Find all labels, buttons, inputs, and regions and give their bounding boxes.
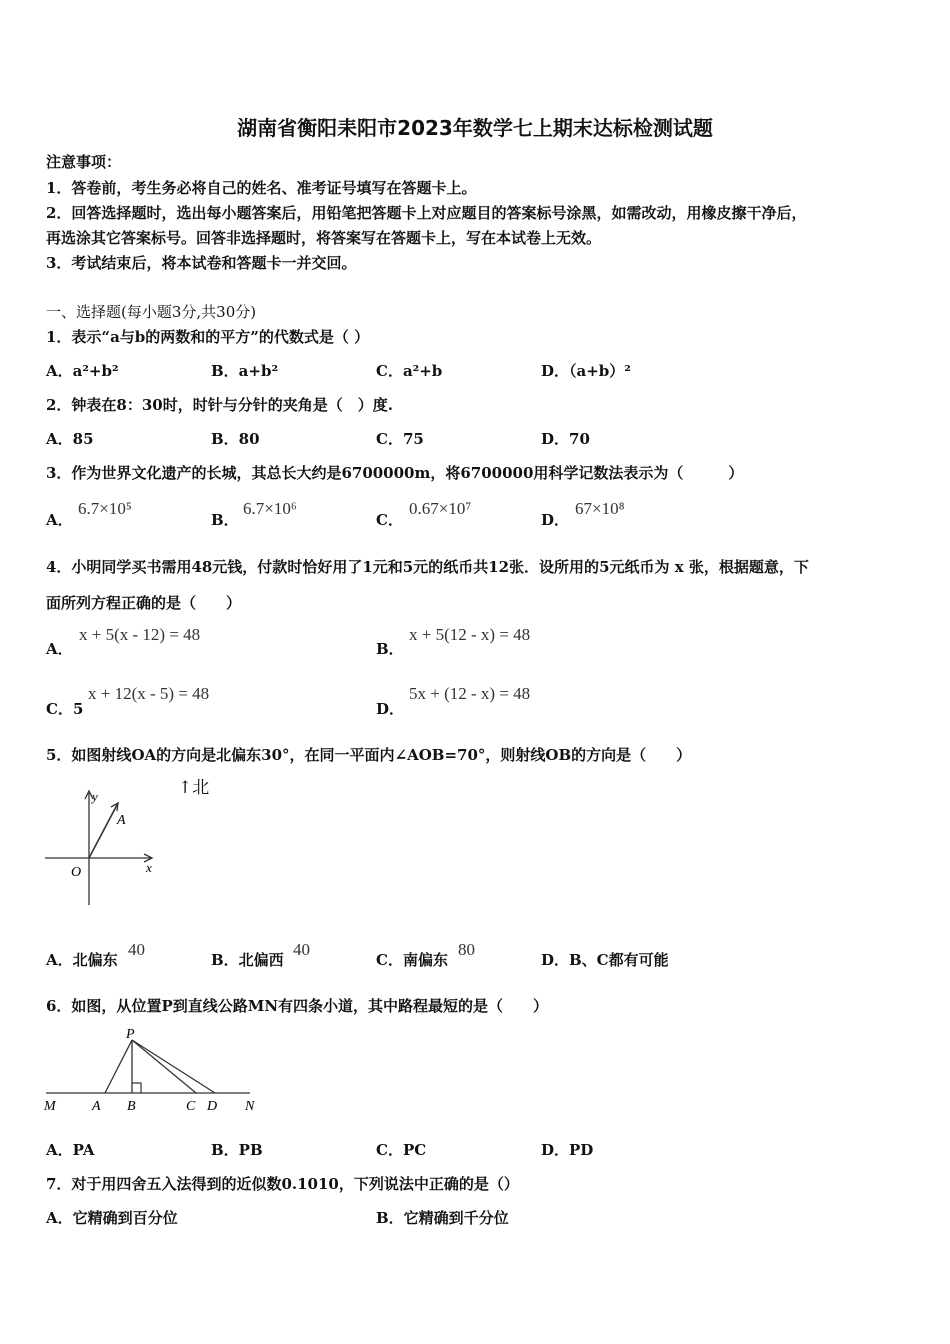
q3-option-a: A． — [46, 511, 73, 529]
q4-option-b: B． — [376, 640, 404, 658]
point-c-label: C — [186, 1099, 196, 1114]
right-angle-mark — [132, 1083, 141, 1093]
notes-line: 再选涂其它答案标号。回答非选择题时，将答案写在答题卡上，写在本试卷上无效。 — [46, 229, 602, 247]
q6-option-d: D．PD — [541, 1141, 594, 1159]
question-1-stem: 1．表示“a与b的两数和的平方”的代数式是（ ） — [46, 328, 370, 346]
notes-line: 3．考试结束后，将本试卷和答题卡一并交回。 — [46, 254, 357, 272]
notes-line: 1．答卷前，考生务必将自己的姓名、准考证号填写在答题卡上。 — [46, 179, 477, 197]
q5-value-b: 40 — [293, 940, 310, 959]
q5-option-b: B．北偏西 — [211, 951, 284, 969]
q4-option-a: A． — [46, 640, 73, 658]
q2-option-a: A．85 — [46, 430, 94, 448]
q7-option-b: B．它精确到千分位 — [376, 1209, 509, 1227]
path-pd — [132, 1040, 215, 1093]
q1-option-d: D．（a+b）² — [541, 362, 631, 380]
point-n-label: N — [245, 1099, 255, 1114]
q5-option-c: C．南偏东 — [376, 951, 448, 969]
q7-option-a: A．它精确到百分位 — [46, 1209, 178, 1227]
point-a-label: A — [117, 813, 126, 828]
q3-formula-c: 0.67×10⁷ — [409, 499, 472, 518]
q1-option-b: B．a+b² — [211, 362, 279, 380]
q6-option-a: A．PA — [46, 1141, 95, 1159]
q5-option-a: A．北偏东 — [46, 951, 118, 969]
q2-option-b: B．80 — [211, 430, 260, 448]
question-6-stem: 6．如图，从位置P到直线公路MN有四条小道，其中路程最短的是（ ） — [46, 997, 549, 1015]
q6-option-c: C．PC — [376, 1141, 427, 1159]
page-title: 湖南省衡阳耒阳市2023年数学七上期末达标检测试题 — [237, 116, 713, 140]
origin-label: O — [71, 865, 82, 880]
point-d-label: D — [207, 1099, 218, 1114]
q2-option-c: C．75 — [376, 430, 424, 448]
q1-option-c: C．a²+b — [376, 362, 443, 380]
q3-formula-a: 6.7×10⁵ — [78, 499, 132, 518]
path-pa — [105, 1040, 132, 1093]
x-label: x — [146, 860, 152, 875]
q4-formula-b: x + 5(12 - x) = 48 — [409, 625, 531, 644]
q4-option-c: C．5 — [46, 700, 84, 718]
question-4-stem: 4．小明同学买书需用48元钱，付款时恰好用了1元和5元的纸币共12张．设所用的5元纸币为 x 张，根据题意，下 — [46, 558, 809, 576]
q3-option-c: C． — [376, 511, 403, 529]
north-indicator: ↑北 — [178, 778, 210, 798]
point-b-label: B — [127, 1099, 136, 1114]
q5-value-c: 80 — [458, 940, 475, 959]
q6-option-b: B．PB — [211, 1141, 263, 1159]
q4-formula-c: x + 12(x - 5) = 48 — [88, 684, 210, 703]
q4-formula-d: 5x + (12 - x) = 48 — [409, 684, 531, 703]
q4-option-d: D． — [376, 700, 405, 718]
question-5-stem: 5．如图射线OA的方向是北偏东30°，在同一平面内∠AOB=70°，则射线OB的方向是（ ） — [46, 746, 692, 764]
road-figure — [40, 1024, 270, 1119]
q3-option-b: B． — [211, 511, 239, 529]
point-m-label: M — [44, 1099, 56, 1114]
point-a-label: A — [92, 1099, 101, 1114]
section-heading: 一、选择题(每小题3分,共30分) — [46, 303, 257, 321]
question-2-stem: 2．钟表在8：30时，时针与分针的夹角是（ ）度. — [46, 396, 393, 414]
notes-line: 2．回答选择题时，选出每小题答案后，用铅笔把答题卡上对应题目的答案标号涂黑，如需改动，用橡皮擦干净后， — [46, 204, 807, 222]
ray-oa — [89, 803, 118, 858]
q3-formula-d: 67×10⁸ — [575, 499, 625, 518]
q5-option-d: D．B、C都有可能 — [541, 951, 669, 969]
coordinate-figure — [40, 785, 170, 910]
question-3-stem: 3．作为世界文化遗产的长城，其总长大约是6700000m，将6700000用科学记数法表示为（ ） — [46, 464, 744, 482]
question-7-stem: 7．对于用四舍五入法得到的近似数0.1010，下列说法中正确的是（） — [46, 1175, 519, 1193]
q5-value-a: 40 — [128, 940, 145, 959]
q1-option-a: A．a²+b² — [46, 362, 119, 380]
path-pc — [132, 1040, 196, 1093]
y-label: y — [92, 789, 98, 804]
q4-formula-a: x + 5(x - 12) = 48 — [79, 625, 201, 644]
question-4-stem-cont: 面所列方程正确的是（ ） — [46, 594, 242, 612]
notes-heading: 注意事项： — [46, 153, 122, 171]
q3-option-d: D． — [541, 511, 570, 529]
q2-option-d: D．70 — [541, 430, 590, 448]
q3-formula-b: 6.7×10⁶ — [243, 499, 297, 518]
point-p-label: P — [126, 1027, 135, 1042]
